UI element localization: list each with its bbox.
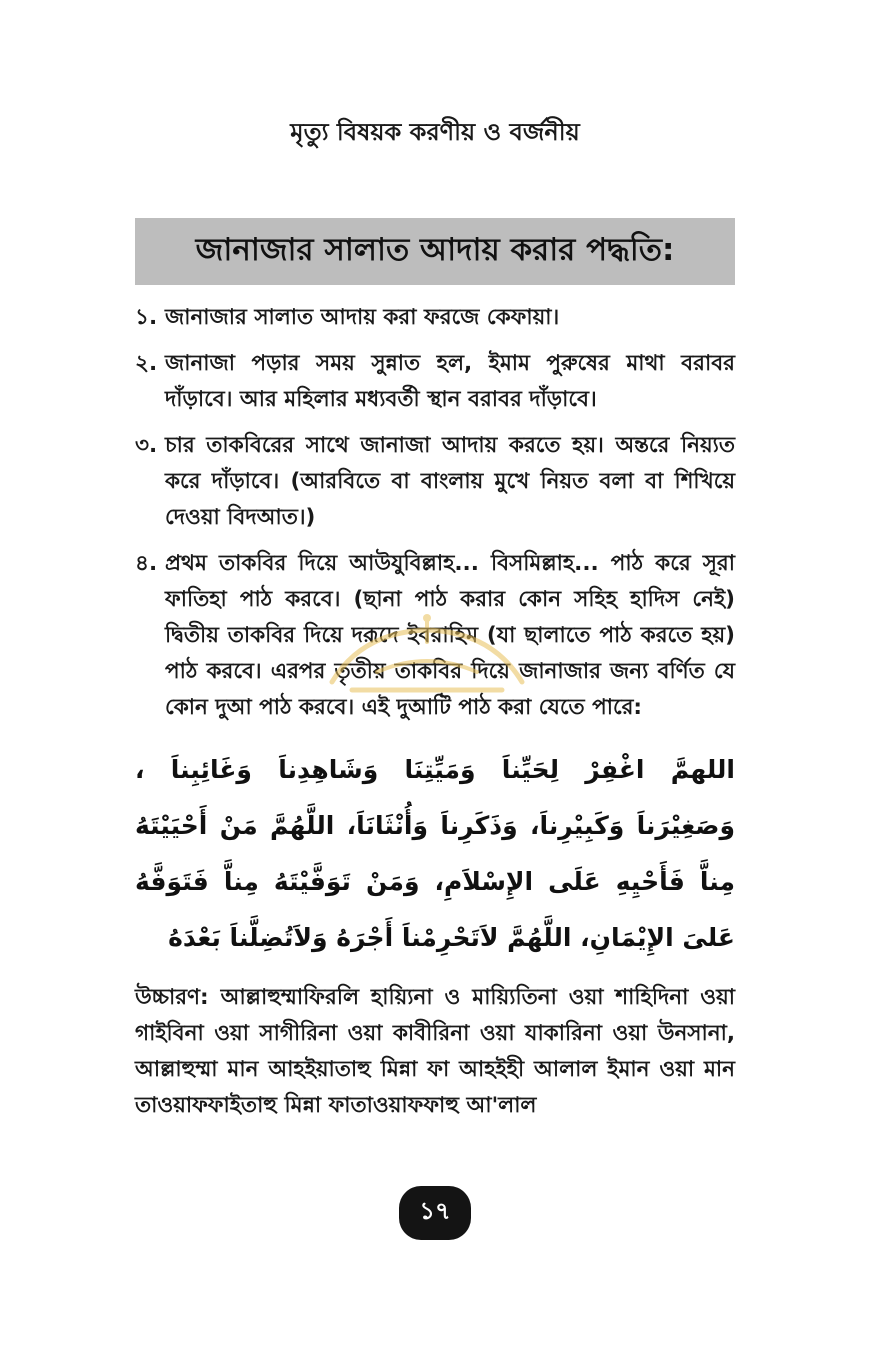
list-item — [135, 428, 735, 536]
list-item-number: ৪. — [135, 551, 158, 576]
list-item-text: প্রথম তাকবির দিয়ে আউযুবিল্লাহ... বিসমিল্লাহ... পাঠ করে সূরা ফাতিহা পাঠ করবে। (ছানা পাঠ করার কোন সহিহ হাদিস নেই) দ্বিতীয় তাকবির দিয়ে দরূদে ইবরাহিম (যা ছালাতে পাঠ করতে হয়) পাঠ করবে। এরপর তৃতীয় তাকবির দিয়ে জানাজার জন্য বর্ণিত যে কোন দুআ পাঠ করবে। এই দুআটি পাঠ করা যেতে পারে: — [165, 551, 735, 720]
running-head-title: মৃত্যু বিষয়ক করণীয় ও বর্জনীয় — [290, 118, 580, 146]
section-title: জানাজার সালাত আদায় করার পদ্ধতি: — [195, 231, 675, 268]
page-number-badge — [399, 1186, 471, 1240]
list-item — [135, 346, 735, 418]
dua-pronunciation: উচ্চারণ: আল্লাহুম্মাফিরলি হায়্যিনা ও মায়্যিতিনা ওয়া শাহিদিনা ওয়া গাইবিনা ওয়া সাগীরিনা ওয়া কাবীরিনা ওয়া যাকারিনা ওয়া উনসানা, আল্লাহুম্মা মান আহইয়াতাহু মিন্না ফা আহইহী আলাল ইমান ওয়া মান তাওয়াফফাইতাহু মিন্না ফাতাওয়াফফাহু আ'লাল — [135, 985, 735, 1118]
list-item-number: ৩. — [135, 433, 158, 458]
list-item-number: ২. — [135, 351, 158, 376]
list-item-text: জানাজার সালাত আদায় করা ফরজে কেফায়া। — [165, 305, 560, 330]
list-item-number: ১. — [135, 305, 158, 330]
list-item-text: জানাজা পড়ার সময় সুন্নাত হল, ইমাম পুরুষের মাথা বরাবর দাঁড়াবে। আর মহিলার মধ্যবর্তী স্থান বরাবর দাঁড়াবে। — [165, 351, 735, 412]
page-content — [135, 300, 735, 1124]
list-item — [135, 300, 735, 336]
page-number: ১৭ — [419, 1197, 451, 1225]
section-title-box — [135, 218, 735, 285]
list-item-text: চার তাকবিরের সাথে জানাজা আদায় করতে হয়। অন্তরে নিয়্যত করে দাঁড়াবে। (আরবিতে বা বাংলায় মুখে নিয়ত বলা বা শিখিয়ে দেওয়া বিদআত।) — [165, 433, 735, 530]
dua-arabic-text: اللهمَّ اغْفِرْ لِحَيِّناَ وَمَيِّتِنَا وَشَاهِدِناَ وَغَائِبِناَ ، وَصَغِيْرَناَ وَكَبِيْرِناَ، وَذَكَرِناَ وَأُنْثَانَاَ، اللَّهُمَّ مَنْ أَحْيَيْتَهُ مِناَّ فَأَحْيِهِ عَلَى الإِسْلاَمِ، وَمَنْ تَوَفَّيْتَهُ مِناَّ فَتَوَفَّهُ عَلىَ الإِيْمَانِ، اللَّهُمَّ لاَتَحْرِمْناَ أَجْرَهُ وَلاَتُضِلَّناَ بَعْدَهُ — [135, 755, 735, 952]
list-item — [135, 546, 735, 726]
